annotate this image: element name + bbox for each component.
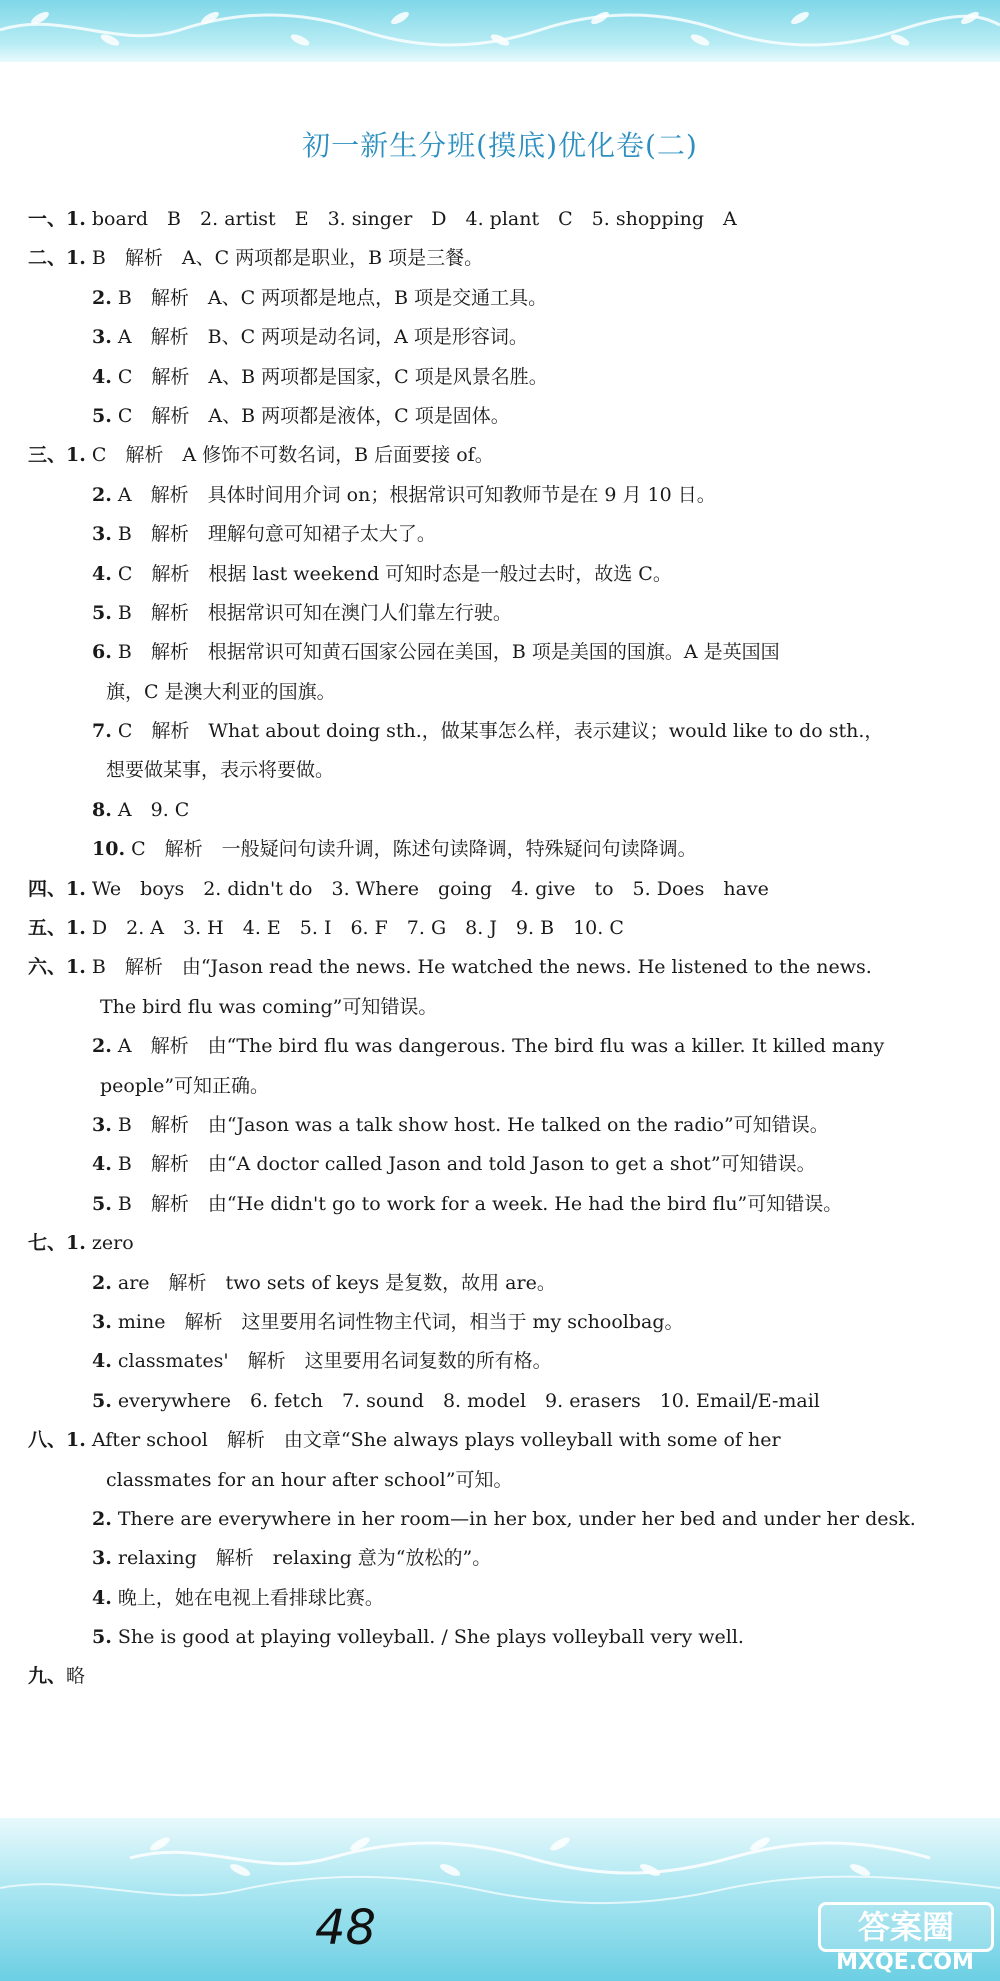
- question-number: 2.: [92, 1507, 112, 1530]
- answer-text: 略: [66, 1665, 86, 1688]
- question-number: 九、: [28, 1665, 67, 1688]
- answer-line: [28, 1067, 978, 1106]
- answer-line: [28, 751, 978, 790]
- answer-line: [28, 1185, 978, 1224]
- question-number: 5.: [92, 1389, 112, 1412]
- answer-line: [28, 1224, 978, 1263]
- answer-text: A 解析 B、C 两项是动名词，A 项是形容词。: [111, 326, 528, 349]
- answer-text: relaxing 解析 relaxing 意为“放松的”。: [111, 1547, 492, 1570]
- answer-line: [28, 279, 978, 318]
- question-number: 6.: [92, 641, 112, 664]
- answer-text: C 解析 A 修饰不可数名词，B 后面要接 of。: [85, 444, 494, 467]
- page-title: 初一新生分班(摸底)优化卷(二): [302, 129, 698, 162]
- answer-line: [28, 1461, 978, 1500]
- answer-line: [28, 1539, 978, 1578]
- question-number: 4.: [92, 562, 112, 585]
- answer-line: [28, 948, 978, 987]
- answer-text: B 解析 由“A doctor called Jason and told Jason to get a shot”可知错误。: [111, 1153, 816, 1176]
- answer-text: A 9. C: [111, 798, 190, 821]
- answer-line: [28, 673, 978, 712]
- answer-line: [28, 791, 978, 830]
- answer-line: [28, 594, 978, 633]
- answer-line: [28, 1106, 978, 1145]
- answer-line: [28, 1145, 978, 1184]
- answer-content: [28, 200, 978, 1697]
- question-number: 5.: [92, 404, 112, 427]
- answer-text: C 解析 A、B 两项都是国家，C 项是风景名胜。: [111, 365, 548, 388]
- answer-text: people”可知正确。: [100, 1074, 270, 1097]
- answer-line: [28, 555, 978, 594]
- answer-line: [28, 988, 978, 1027]
- question-number: 4.: [92, 1153, 112, 1176]
- answer-line: [28, 1657, 978, 1696]
- answer-line: [28, 318, 978, 357]
- question-number: 2.: [92, 1271, 112, 1294]
- answer-line: [28, 358, 978, 397]
- answer-line: [28, 1264, 978, 1303]
- question-number: 五、1.: [28, 917, 86, 940]
- answer-line: [28, 1027, 978, 1066]
- question-number: 7.: [92, 720, 112, 743]
- answer-line: [28, 1342, 978, 1381]
- question-number: 3.: [92, 1113, 112, 1136]
- question-number: 8.: [92, 798, 112, 821]
- question-number: 10.: [92, 838, 126, 861]
- question-number: 4.: [92, 1586, 112, 1609]
- answer-line: [28, 239, 978, 278]
- question-number: 2.: [92, 1035, 112, 1058]
- answer-line: [28, 1421, 978, 1460]
- question-number: 4.: [92, 1350, 112, 1373]
- answer-text: The bird flu was coming”可知错误。: [100, 995, 438, 1018]
- answer-text: board B 2. artist E 3. singer D 4. plant C 5. shopping A: [85, 208, 737, 230]
- vine-pattern-top: [0, 0, 1000, 62]
- answer-line: [28, 870, 978, 909]
- answer-line: [28, 397, 978, 436]
- answer-text: 想要做某事，表示将要做。: [106, 759, 335, 782]
- answer-text: We boys 2. didn't do 3. Where going 4. give to 5. Does have: [85, 877, 769, 900]
- answer-line: [28, 1382, 978, 1421]
- answer-line: [28, 515, 978, 554]
- question-number: 八、1.: [28, 1429, 86, 1452]
- answer-text: zero: [85, 1232, 134, 1255]
- answer-line: [28, 1618, 978, 1657]
- answer-text: A 解析 由“The bird flu was dangerous. The bird flu was a killer. It killed many: [111, 1035, 885, 1058]
- watermark-url: MXQE.COM: [836, 1950, 974, 1975]
- question-number: 5.: [92, 1192, 112, 1215]
- question-number: 4.: [92, 365, 112, 388]
- answer-line: [28, 200, 978, 239]
- answer-text: 旗，C 是澳大利亚的国旗。: [106, 680, 336, 703]
- question-number: 三、1.: [28, 444, 86, 467]
- top-decorative-banner: [0, 0, 1000, 62]
- answer-text: C 解析 根据 last weekend 可知时态是一般过去时，故选 C。: [111, 562, 672, 585]
- answer-line: [28, 633, 978, 672]
- answer-line: [28, 909, 978, 948]
- question-number: 5.: [92, 601, 112, 624]
- answer-text: everywhere 6. fetch 7. sound 8. model 9. erasers 10. Email/E-mail: [111, 1389, 820, 1412]
- page-number: 48: [315, 1900, 377, 1956]
- answer-line: [28, 436, 978, 475]
- question-number: 七、1.: [28, 1232, 86, 1255]
- answer-text: There are everywhere in her room—in her box, under her bed and under her desk.: [111, 1507, 916, 1530]
- question-number: 四、1.: [28, 877, 86, 900]
- question-number: 一、1.: [28, 208, 86, 230]
- answer-text: B 解析 根据常识可知在澳门人们靠左行驶。: [111, 601, 512, 624]
- answer-text: C 解析 A、B 两项都是液体，C 项是固体。: [111, 404, 510, 427]
- answer-text: are 解析 two sets of keys 是复数，故用 are。: [111, 1271, 556, 1294]
- answer-text: B 解析 理解句意可知裙子太大了。: [111, 523, 436, 546]
- answer-line: [28, 476, 978, 515]
- question-number: 3.: [92, 1547, 112, 1570]
- answer-text: B 解析 A、C 两项都是地点，B 项是交通工具。: [111, 286, 548, 309]
- question-number: 3.: [92, 326, 112, 349]
- answer-line: [28, 1579, 978, 1618]
- question-number: 2.: [92, 483, 112, 506]
- answer-text: 晚上，她在电视上看排球比赛。: [111, 1586, 384, 1609]
- answer-text: D 2. A 3. H 4. E 5. I 6. F 7. G 8. J 9. B 10. C: [85, 917, 624, 940]
- answer-line: [28, 830, 978, 869]
- question-number: 3.: [92, 523, 112, 546]
- answer-text: classmates' 解析 这里要用名词复数的所有格。: [111, 1350, 552, 1373]
- question-number: 2.: [92, 286, 112, 309]
- answer-text: B 解析 A、C 两项都是职业，B 项是三餐。: [85, 247, 484, 270]
- answer-line: [28, 1500, 978, 1539]
- answer-text: B 解析 由“He didn't go to work for a week. He had the bird flu”可知错误。: [111, 1192, 843, 1215]
- answer-text: B 解析 由“Jason read the news. He watched the news. He listened to the news.: [85, 956, 872, 979]
- answer-line: [28, 1303, 978, 1342]
- watermark-logo: 答案圈: [818, 1902, 994, 1952]
- answer-text: After school 解析 由文章“She always plays volleyball with some of her: [85, 1429, 781, 1452]
- answer-text: She is good at playing volleyball. / She plays volleyball very well.: [111, 1626, 744, 1649]
- answer-line: [28, 712, 978, 751]
- question-number: 二、1.: [28, 247, 86, 270]
- question-number: 六、1.: [28, 956, 86, 979]
- answer-text: B 解析 根据常识可知黄石国家公园在美国，B 项是美国的国旗。A 是英国国: [111, 641, 780, 664]
- question-number: 3.: [92, 1310, 112, 1333]
- question-number: 5.: [92, 1626, 112, 1649]
- answer-text: classmates for an hour after school”可知。: [106, 1468, 513, 1491]
- answer-text: mine 解析 这里要用名词性物主代词，相当于 my schoolbag。: [111, 1310, 684, 1333]
- answer-text: B 解析 由“Jason was a talk show host. He talked on the radio”可知错误。: [111, 1113, 829, 1136]
- answer-text: A 解析 具体时间用介词 on；根据常识可知教师节是在 9 月 10 日。: [111, 483, 716, 506]
- answer-text: C 解析 What about doing sth.，做某事怎么样，表示建议；would like to do sth.，: [111, 720, 884, 743]
- answer-text: C 解析 一般疑问句读升调，陈述句读降调，特殊疑问句读降调。: [125, 838, 697, 861]
